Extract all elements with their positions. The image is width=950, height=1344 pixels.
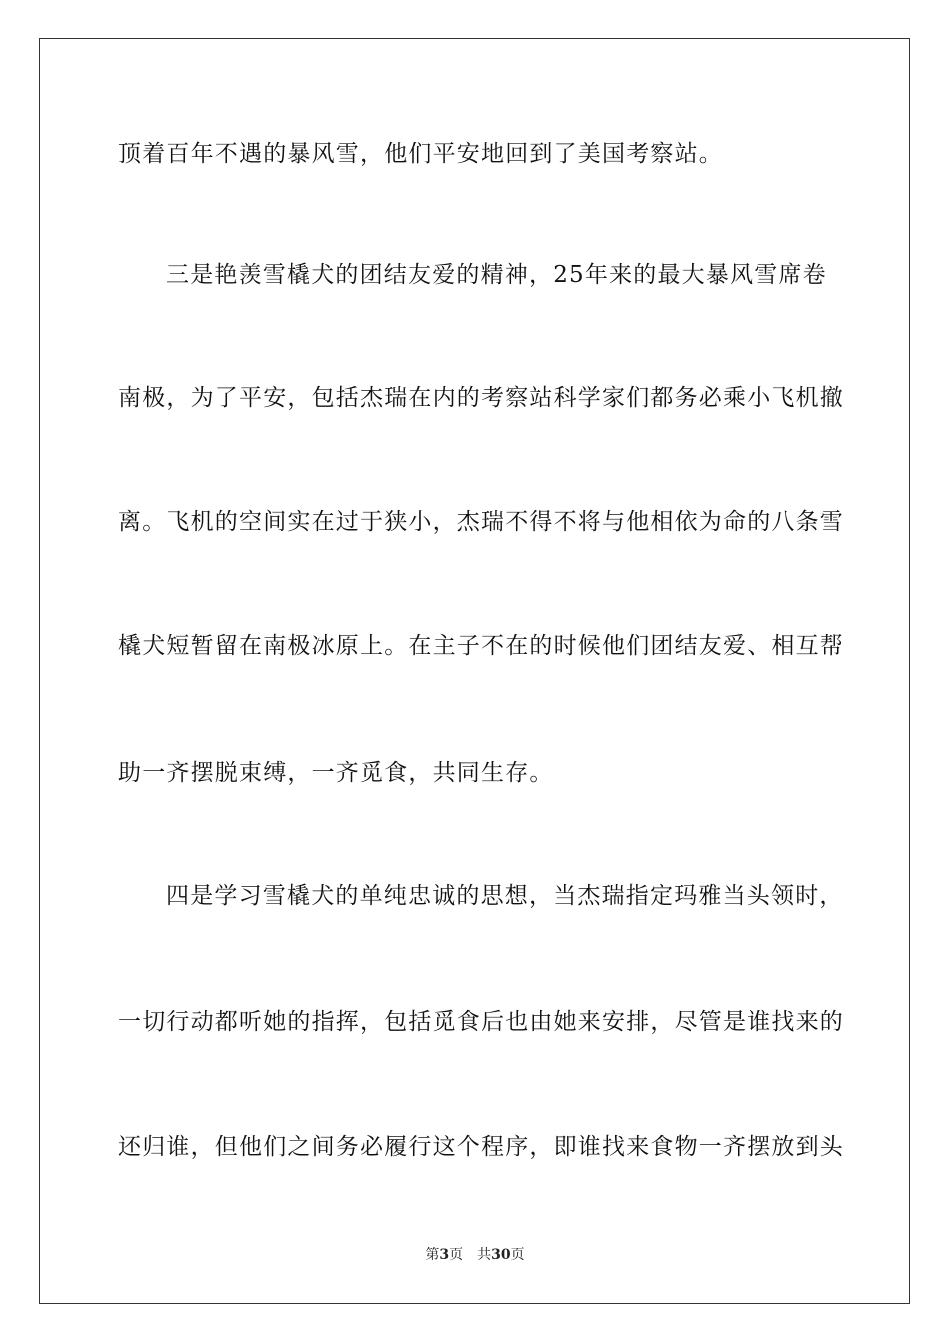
text-line-4: 离。飞机的空间实在过于狭小，杰瑞不得不将与他相依为命的八条雪 — [118, 509, 844, 535]
text-line-1: 顶着百年不遇的暴风雪，他们平安地回到了美国考察站。 — [118, 141, 723, 167]
paragraph-start-line: 三是艳羡雪橇犬的团结友爱的精神，25年来的最大暴风雪席卷 — [166, 262, 827, 288]
page-border — [39, 38, 910, 1304]
total-suffix: 页 — [510, 1247, 525, 1263]
page-number: 3 — [439, 1247, 450, 1263]
text-line-3: 南极，为了平安，包括杰瑞在内的考察站科学家们都务必乘小飞机撤 — [118, 385, 844, 411]
paragraph-start-line: 四是学习雪橇犬的单纯忠诚的思想，当杰瑞指定玛雅当头领时， — [166, 883, 844, 909]
text-line-5: 橇犬短暂留在南极冰原上。在主子不在的时候他们团结友爱、相互帮 — [118, 633, 844, 659]
page-prefix: 第 — [425, 1247, 440, 1263]
text-line-9: 还归谁，但他们之间务必履行这个程序，即谁找来食物一齐摆放到头 — [118, 1134, 844, 1160]
total-prefix: 共 — [477, 1247, 492, 1263]
page-suffix: 页 — [449, 1247, 464, 1263]
total-pages: 30 — [491, 1247, 511, 1263]
text-line-6: 助一齐摆脱束缚，一齐觅食，共同生存。 — [118, 760, 554, 786]
page-footer — [0, 1246, 950, 1264]
text-line-8: 一切行动都听她的指挥，包括觅食后也由她来安排，尽管是谁找来的 — [118, 1009, 844, 1035]
